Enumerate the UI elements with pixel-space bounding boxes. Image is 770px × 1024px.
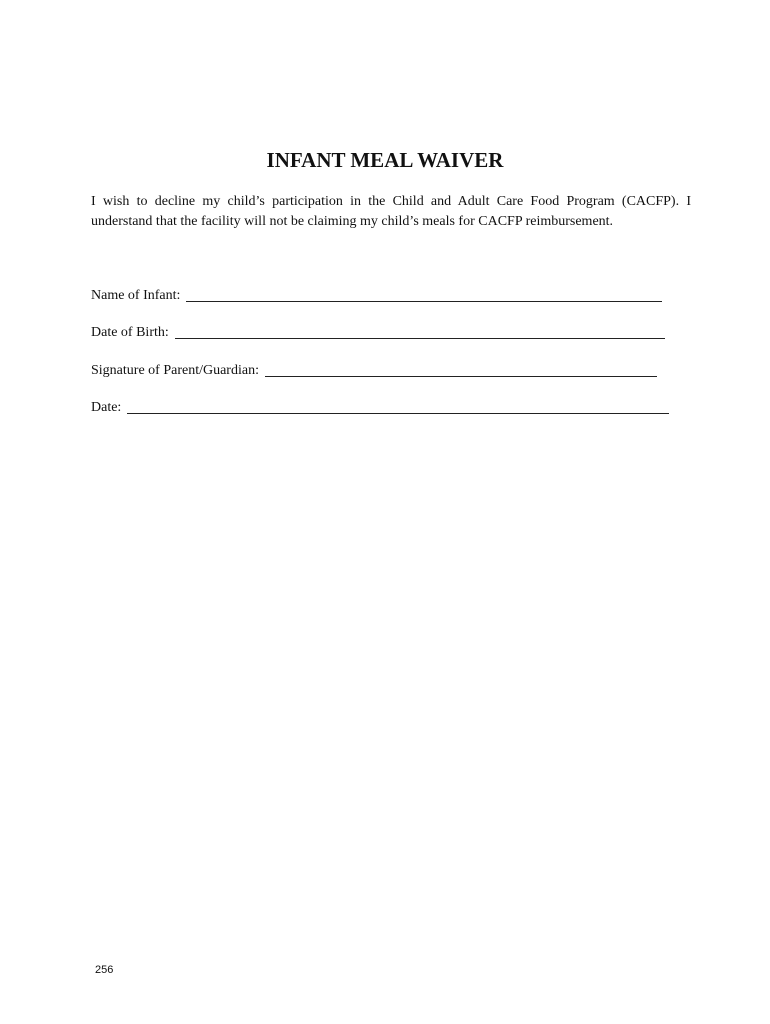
date-of-birth-label: Date of Birth:: [91, 325, 169, 340]
name-of-infant-field: [91, 285, 662, 305]
date-line[interactable]: [127, 399, 669, 414]
date-label: Date:: [91, 400, 122, 415]
signature-label: Signature of Parent/Guardian:: [91, 363, 259, 378]
date-of-birth-line[interactable]: [175, 324, 665, 339]
signature-line[interactable]: [265, 362, 657, 377]
name-of-infant-line[interactable]: [186, 287, 662, 302]
name-of-infant-label: Name of Infant:: [91, 288, 181, 303]
intro-paragraph: I wish to decline my child’s participation in the Child and Adult Care Food Program (CACFP). I understand that the facility will not be claiming my child’s meals for CACFP reimbursement.: [91, 194, 691, 229]
page-number: 256: [95, 964, 114, 976]
date-field: [91, 397, 669, 417]
date-of-birth-field: [91, 322, 665, 342]
signature-field: [91, 360, 657, 380]
page-title: INFANT MEAL WAIVER: [266, 148, 504, 172]
